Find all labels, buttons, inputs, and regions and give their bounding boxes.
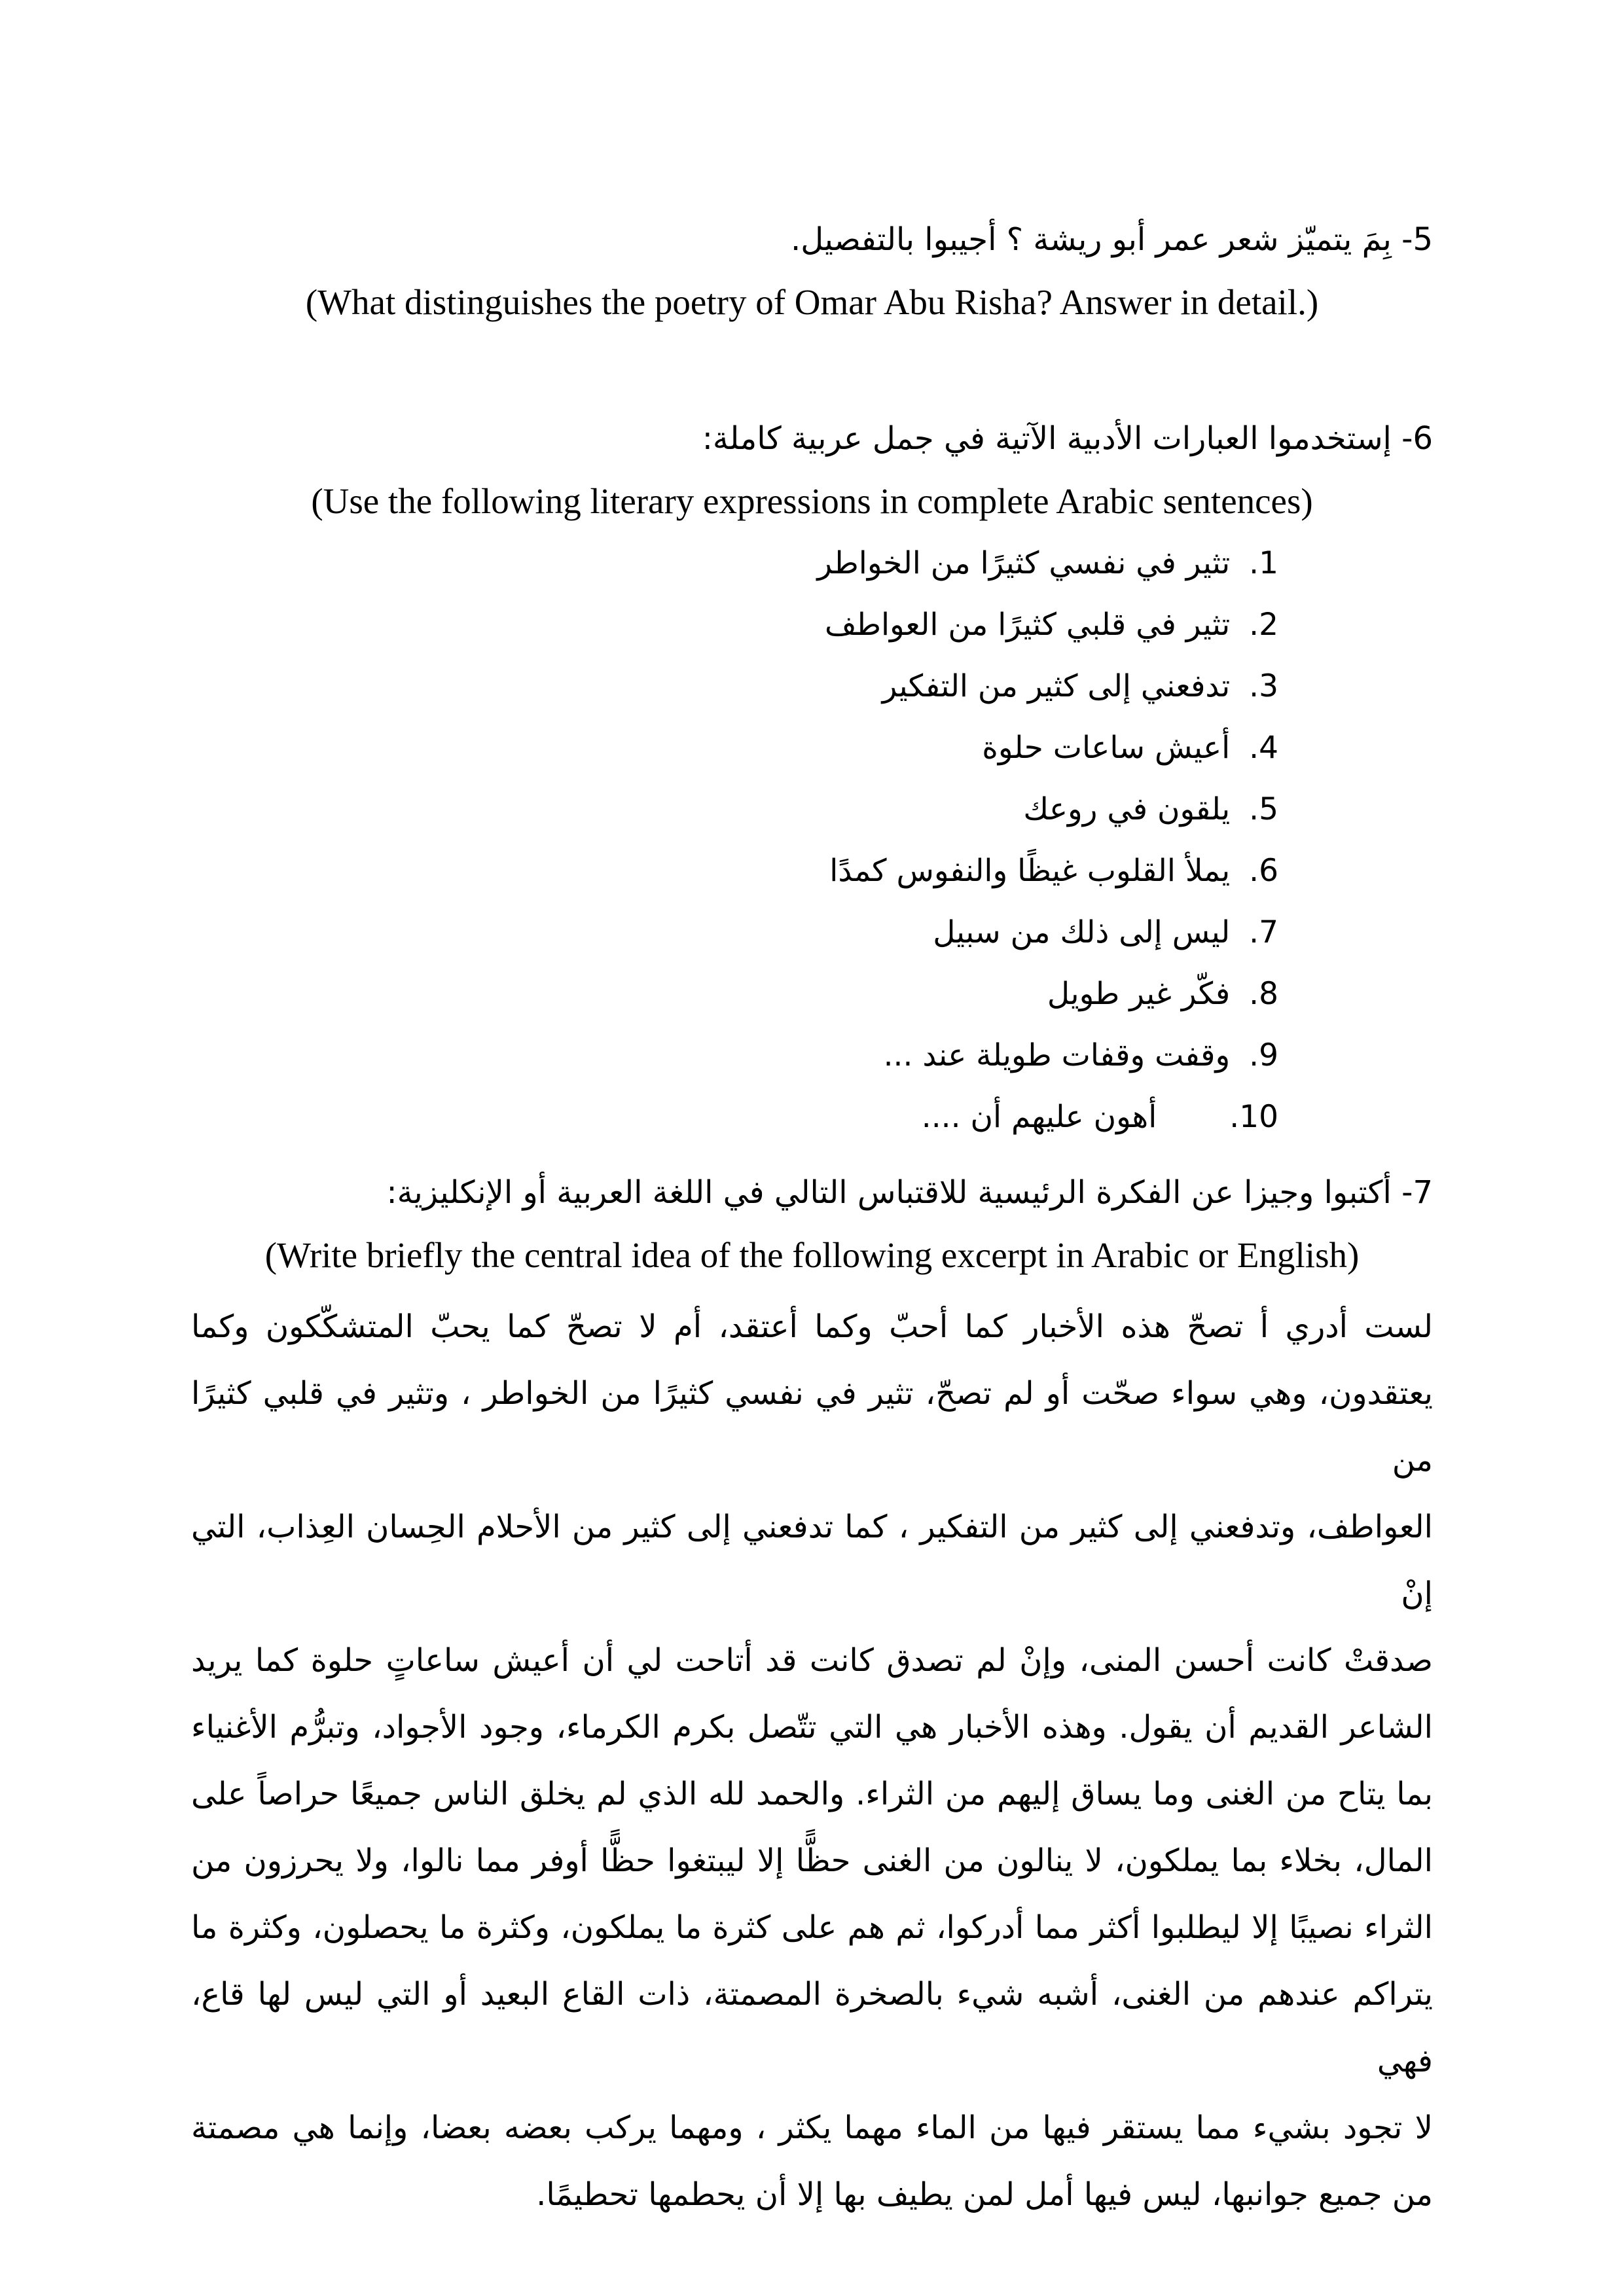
item-text: أعيش ساعات حلوة	[982, 730, 1231, 766]
excerpt-line-6: بما يتاح من الغنى وما يساق إليهم من الثراء. والحمد لله الذي لم يخلق الناس جميعًا حراصاً على	[191, 1776, 1433, 1812]
question-6-block	[191, 407, 1433, 1148]
item-number: 6.	[1249, 853, 1278, 889]
expression-item-6	[191, 840, 1433, 902]
question-5-block	[191, 208, 1433, 334]
question-6-english-translation: (Use the following literary expressions in complete Arabic sentences)	[311, 481, 1313, 521]
item-number: 4.	[1249, 730, 1278, 766]
expression-item-3	[191, 656, 1433, 717]
question-7-english-translation: (Write briefly the central idea of the following excerpt in Arabic or English)	[264, 1235, 1360, 1275]
excerpt-line-9: يتراكم عندهم من الغنى، أشبه شيء بالصخرة المصمتة، ذات القاع البعيد أو التي ليس لها قاع، فهي	[191, 1976, 1433, 2079]
item-number: 2.	[1249, 607, 1278, 643]
item-number: 9.	[1249, 1037, 1278, 1073]
question-7-block	[191, 1161, 1433, 2228]
item-number: 3.	[1249, 668, 1278, 704]
item-text: ليس إلى ذلك من سبيل	[933, 914, 1231, 950]
excerpt-paragraph	[191, 1293, 1433, 2228]
excerpt-line-7: المال، بخلاء بما يملكون، لا ينالون من الغنى حظًّا إلا ليبتغوا حظًّا أوفر مما نالوا، ولا يحرزون من	[191, 1842, 1433, 1879]
item-text: فكّر غير طويل	[1047, 976, 1231, 1012]
item-number: 8.	[1249, 976, 1278, 1012]
item-text: أهون عليهم أن ....	[921, 1099, 1157, 1135]
item-text: يملأ القلوب غيظًا والنفوس كمدًا	[829, 853, 1231, 889]
expression-item-2	[191, 594, 1433, 656]
expression-item-1	[191, 533, 1433, 594]
excerpt-line-11: من جميع جوانبها، ليس فيها أمل لمن يطيف بها إلا أن يحطمها تحطيمًا.	[536, 2176, 1433, 2213]
expression-item-7	[191, 902, 1433, 963]
item-number: 1.	[1249, 545, 1278, 581]
item-number: 5.	[1249, 791, 1278, 827]
excerpt-line-5: الشاعر القديم أن يقول. وهذه الأخبار هي التي تتّصل بكرم الكرماء، وجود الأجواد، وتبرُّم الأغنياء	[191, 1709, 1433, 1746]
expression-item-4	[191, 717, 1433, 779]
item-text: تثير في نفسي كثيرًا من الخواطر	[817, 545, 1231, 581]
expression-item-5	[191, 779, 1433, 840]
item-text: وقفت وقفات طويلة عند ...	[883, 1037, 1231, 1073]
excerpt-line-10: لا تجود بشيء مما يستقر فيها من الماء مهما يكثر ، ومهما يركب بعضه بعضا، وإنما هي مصمتة	[191, 2109, 1433, 2146]
item-number: 10.	[1229, 1099, 1278, 1135]
excerpt-line-1: لست أدري أ تصحّ هذه الأخبار كما أحبّ وكما أعتقد، أم لا تصحّ كما يحبّ المتشكّكون وكما	[191, 1308, 1433, 1345]
expression-item-10	[191, 1086, 1433, 1148]
excerpt-line-3: العواطف، وتدفعني إلى كثير من التفكير ، كما تدفعني إلى كثير من الأحلام الحِسان العِذاب، التي إنْ	[191, 1509, 1433, 1612]
item-text: تثير في قلبي كثيرًا من العواطف	[824, 607, 1231, 643]
question-7-arabic-heading: 7- أكتبوا وجيزا عن الفكرة الرئيسية للاقتباس التالي في اللغة العربية أو الإنكليزية:	[386, 1174, 1433, 1211]
excerpt-line-2: يعتقدون، وهي سواء صحّت أو لم تصحّ، تثير في نفسي كثيرًا من الخواطر ، وتثير في قلبي كثيرًا من	[191, 1375, 1433, 1479]
item-number: 7.	[1249, 914, 1278, 950]
expression-item-8	[191, 963, 1433, 1025]
literary-expressions-list	[191, 533, 1433, 1148]
excerpt-line-8: الثراء نصيبًا إلا ليطلبوا أكثر مما أدركوا، ثم هم على كثرة ما يملكون، وكثرة ما يحصلون، وكثرة ما	[191, 1909, 1433, 1946]
excerpt-line-4: صدقتْ كانت أحسن المنى، وإنْ لم تصدق كانت قد أتاحت لي أن أعيش ساعاتٍ حلوة كما يريد	[191, 1642, 1433, 1679]
question-5-english-translation: (What distinguishes the poetry of Omar Abu Risha? Answer in detail.)	[305, 282, 1319, 322]
question-5-arabic-heading: 5- بِمَ يتميّز شعر عمر أبو ريشة ؟ أجيبوا بالتفصيل.	[790, 221, 1433, 258]
item-text: تدفعني إلى كثير من التفكير	[882, 668, 1231, 704]
expression-item-9	[191, 1025, 1433, 1086]
question-6-arabic-heading: 6- إستخدموا العبارات الأدبية الآتية في جمل عربية كاملة:	[702, 420, 1433, 457]
item-text: يلقون في روعك	[1023, 791, 1231, 827]
